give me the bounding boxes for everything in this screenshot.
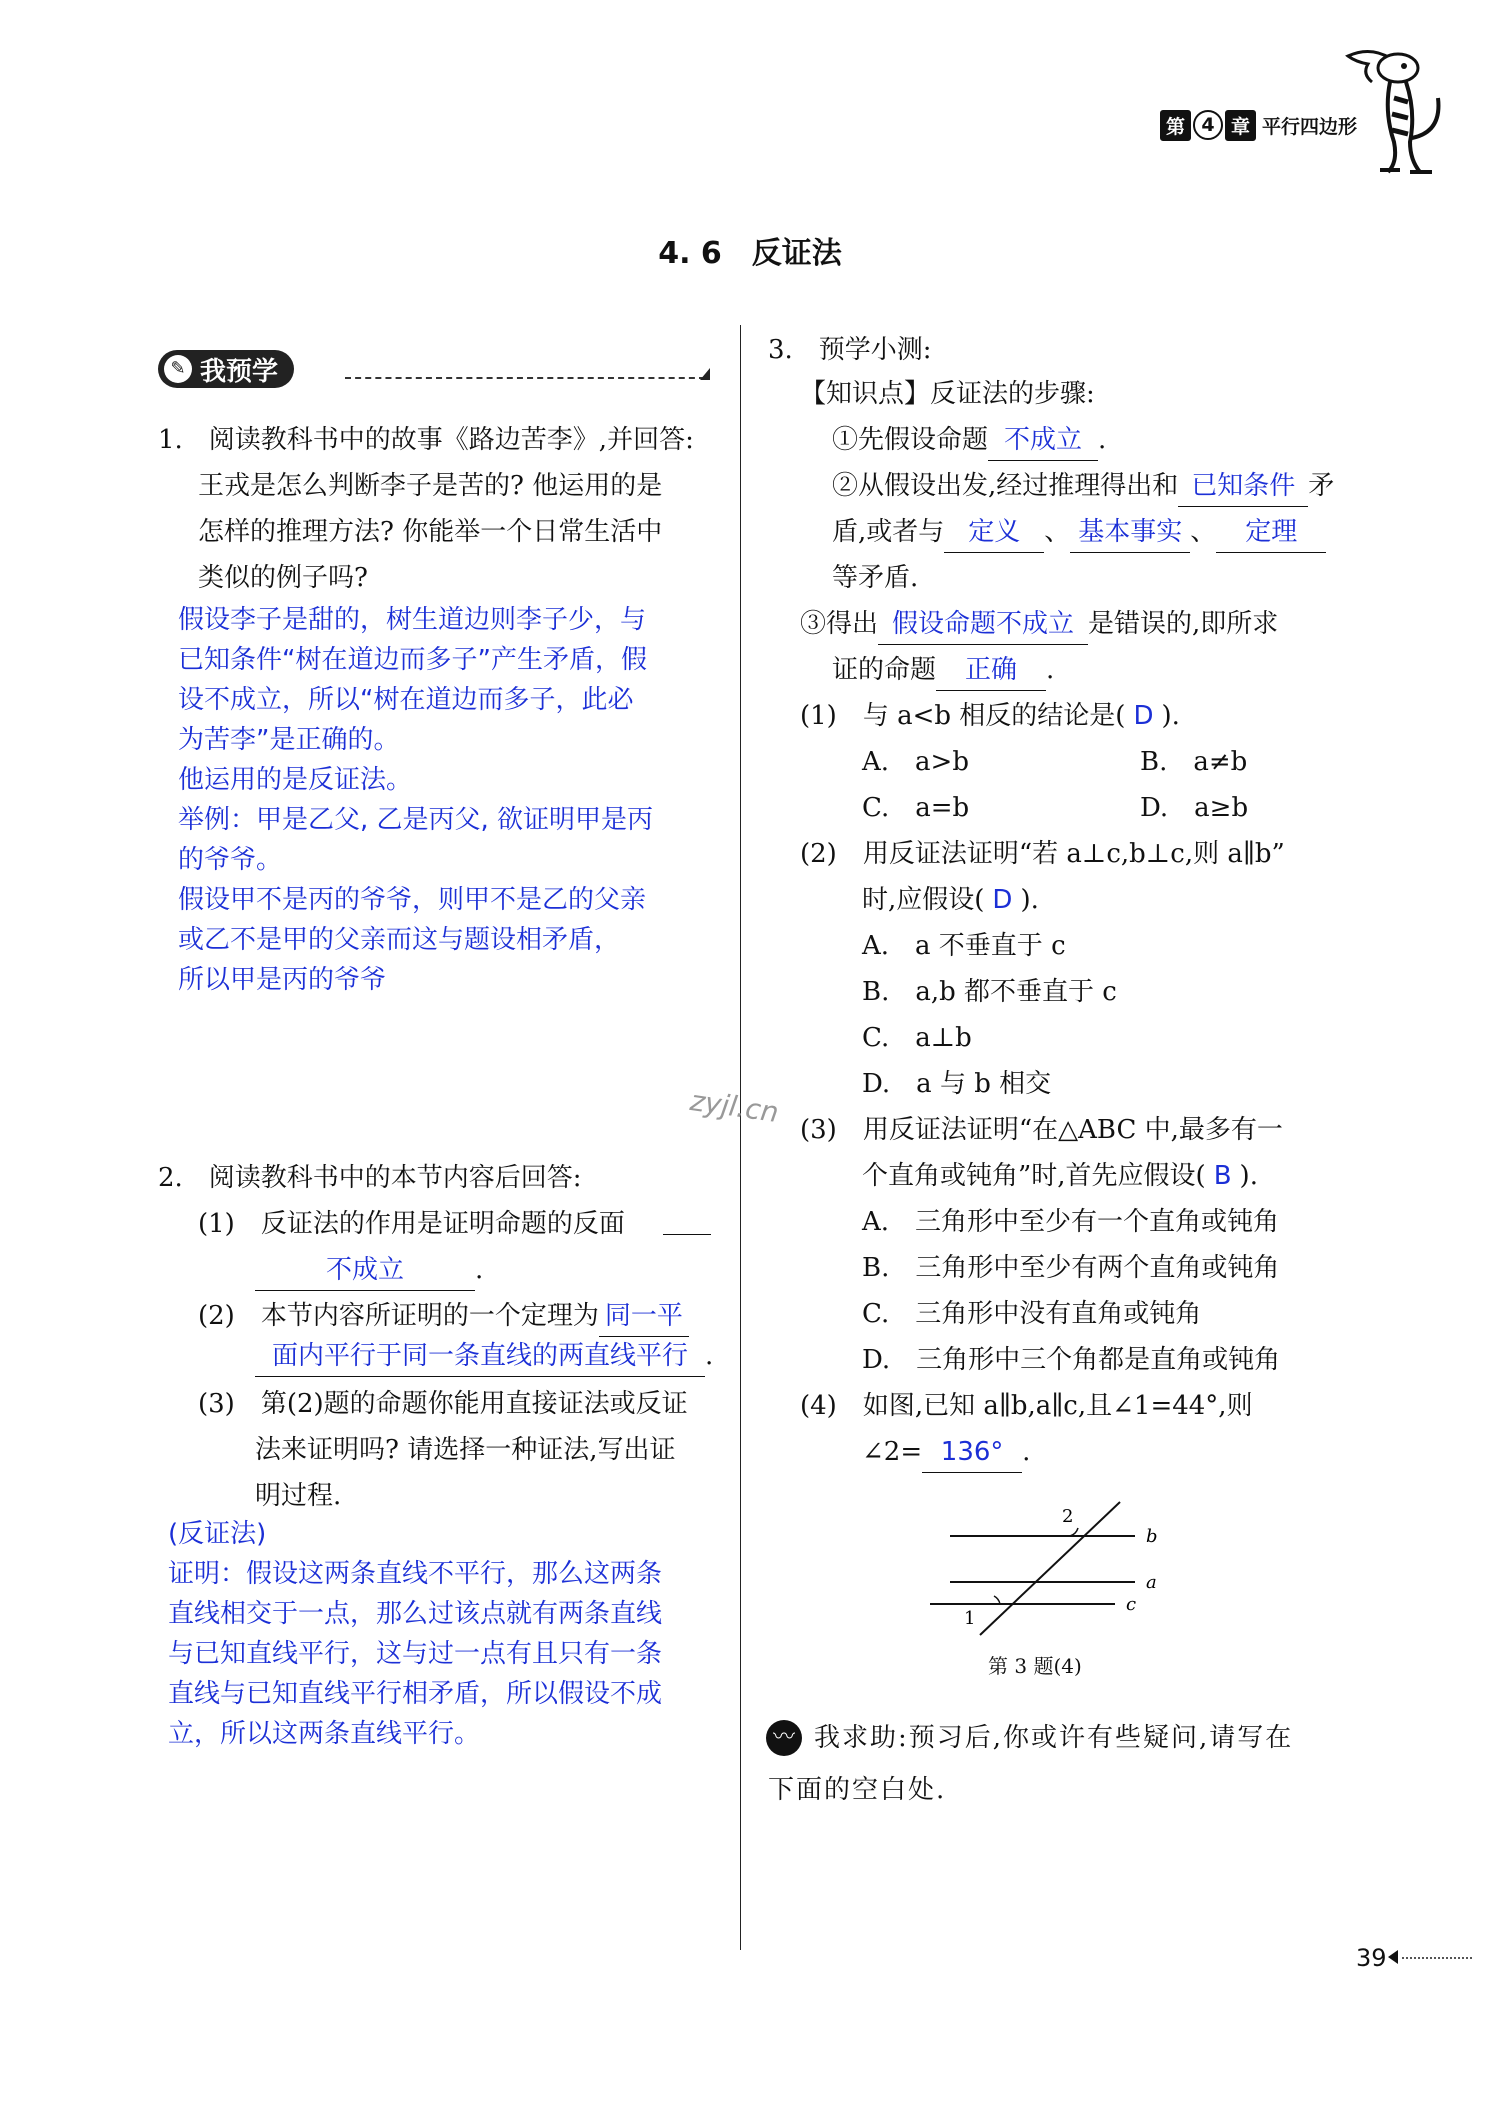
- q1-line-3: 怎样的推理方法? 你能举一个日常生活中: [198, 517, 663, 547]
- q3-intro: 3. 预学小测:: [768, 335, 932, 365]
- q3-sub1-close: ).: [1161, 701, 1180, 731]
- q2-answer-line: 立，所以这两条直线平行。: [168, 1719, 481, 1749]
- q3-knowledge-point: 【知识点】反证法的步骤:: [800, 379, 1095, 409]
- figure-caption: 第 3 题(4): [988, 1654, 1082, 1678]
- section-badge: [158, 350, 294, 388]
- help-line-2: 下面的空白处.: [768, 1775, 947, 1805]
- q3-sub1-option-c[interactable]: C. a=b: [862, 793, 970, 823]
- q1-answer-line: 的爷爷。: [178, 845, 283, 875]
- q1-answer-line: 所以甲是丙的爷爷: [178, 965, 387, 995]
- q2-p1-blank[interactable]: [255, 1250, 475, 1291]
- page-number-dots: [1402, 1957, 1472, 1959]
- label-a: a: [1146, 1572, 1157, 1593]
- section-divider: [345, 377, 705, 379]
- q3-sub3-option-b[interactable]: B. 三角形中至少有两个直角或钝角: [862, 1253, 1280, 1283]
- tiger-mascot-icon: [1320, 38, 1450, 178]
- q1-answer-line: 设不成立，所以“树在道边而多子，此必: [178, 685, 634, 715]
- section-icon: ✎: [164, 355, 192, 383]
- q3-sub4-text: (4) 如图,已知 a∥b,a∥c,且∠1=44°,则: [800, 1391, 1253, 1421]
- q3-sub2-answer: D: [992, 885, 1013, 915]
- q3-sub2-option-d[interactable]: D. a 与 b 相交: [862, 1069, 1052, 1099]
- q1-answer-line: 举例：甲是乙父, 乙是丙父, 欲证明甲是丙: [178, 805, 654, 835]
- q2-p1-text: (1) 反证法的作用是证明命题的反面: [198, 1209, 625, 1239]
- q3-step2-answer-theorem[interactable]: 定理: [1216, 512, 1326, 553]
- q3-sub4-text2: ∠2=: [862, 1437, 923, 1467]
- q3-sub4-close: .: [1022, 1437, 1031, 1467]
- q2-intro: 2. 阅读教科书中的本节内容后回答:: [158, 1163, 582, 1193]
- q2-p1-answer: 不成立: [325, 1255, 404, 1285]
- q3-sub2-option-a[interactable]: A. a 不垂直于 c: [862, 931, 1066, 961]
- q3-sub1-answer: D: [1133, 701, 1154, 731]
- label-1: 1: [964, 1608, 976, 1629]
- q1-answer-line: 或乙不是甲的父亲而这与题设相矛盾，: [178, 925, 621, 955]
- q3-step2-answer-definition[interactable]: 定义: [944, 512, 1044, 553]
- watermark: zyjl.cn: [688, 1083, 781, 1130]
- q3-step3-tail: 是错误的,即所求: [1088, 609, 1279, 639]
- q1-answer-line: 已知条件“树在道边而多子”产生矛盾，假: [178, 645, 647, 675]
- parallel-lines-figure: [920, 1490, 1180, 1650]
- q3-step2-line2: 盾,或者与: [832, 517, 945, 547]
- q3-step1-text: ①先假设命题: [832, 425, 989, 455]
- q1-line-1: 1. 阅读教科书中的故事《路边苦李》,并回答:: [158, 425, 694, 455]
- q1-answer-line: 假设甲不是丙的爷爷，则甲不是乙的父亲: [178, 885, 647, 915]
- help-line-1: 我求助:预习后,你或许有些疑问,请写在: [814, 1723, 1294, 1753]
- q3-step2-tail: 矛: [1308, 471, 1335, 501]
- page-number: 39: [1356, 1944, 1387, 1972]
- q3-sub4-answer[interactable]: 136°: [922, 1432, 1022, 1473]
- chapter-prefix: 第: [1160, 110, 1191, 141]
- q3-step3-line2: 证的命题: [832, 655, 937, 685]
- q3-sub3-text2: 个直角或钝角”时,首先应假设(: [862, 1161, 1206, 1191]
- q1-answer-line: 他运用的是反证法。: [178, 765, 413, 795]
- q3-sub3-text: (3) 用反证法证明“在△ABC 中,最多有一: [800, 1115, 1283, 1145]
- q2-answer-line: 证明：假设这两条直线不平行，那么这两条: [168, 1559, 663, 1589]
- q3-step2-answer[interactable]: 已知条件: [1178, 466, 1308, 507]
- q3-step1-answer[interactable]: 不成立: [988, 420, 1098, 461]
- q1-answer-line: 为苦李”是正确的。: [178, 725, 400, 755]
- q2-p2-text: (2) 本节内容所证明的一个定理为: [198, 1301, 599, 1331]
- q3-sub3-option-c[interactable]: C. 三角形中没有直角或钝角: [862, 1299, 1202, 1329]
- chapter-suffix: 章: [1225, 110, 1256, 141]
- q2-answer-line: 直线相交于一点，那么过该点就有两条直线: [168, 1599, 663, 1629]
- q2-p3-line-3: 明过程.: [255, 1481, 342, 1511]
- q3-sub3-option-a[interactable]: A. 三角形中至少有一个直角或钝角: [862, 1207, 1280, 1237]
- label-c: c: [1126, 1594, 1137, 1615]
- q3-step3-text: ③得出: [800, 609, 879, 639]
- chapter-title: 平行四边形: [1262, 115, 1358, 138]
- q1-line-2: 王戎是怎么判断李子是苦的? 他运用的是: [198, 471, 663, 501]
- q3-step2-answer-fact[interactable]: 基本事实: [1070, 512, 1190, 553]
- q3-step3-answer-2[interactable]: 正确: [936, 650, 1046, 691]
- page-title: 4. 6 反证法: [658, 236, 842, 271]
- q2-answer-line: (反证法): [168, 1519, 267, 1549]
- q2-p2-answer-1[interactable]: 同一平: [599, 1296, 689, 1337]
- page-arrow-icon: [1388, 1950, 1398, 1964]
- section-label: 我预学: [200, 356, 279, 387]
- label-2: 2: [1062, 1506, 1074, 1527]
- q3-sub2-option-c[interactable]: C. a⊥b: [862, 1023, 972, 1053]
- q2-answer-line: 直线与已知直线平行相矛盾，所以假设不成: [168, 1679, 663, 1709]
- q2-p3-line-1: (3) 第(2)题的命题你能用直接证法或反证: [198, 1389, 688, 1419]
- q3-step2-text: ②从假设出发,经过推理得出和: [832, 471, 1179, 501]
- help-wave-icon: 〰: [766, 1720, 802, 1756]
- q2-answer-line: 与已知直线平行，这与过一点有且只有一条: [168, 1639, 663, 1669]
- q3-sub2-close: ).: [1020, 885, 1039, 915]
- q3-sub2-text: (2) 用反证法证明“若 a⊥c,b⊥c,则 a∥b”: [800, 839, 1285, 869]
- angle-1-arc: [994, 1596, 1000, 1604]
- section-divider-end: [700, 368, 710, 380]
- q3-sub1-option-a[interactable]: A. a>b: [862, 747, 969, 777]
- column-divider: [740, 325, 741, 1950]
- q3-sub1-text: (1) 与 a<b 相反的结论是(: [800, 701, 1126, 731]
- q3-sub2-text2: 时,应假设(: [862, 885, 985, 915]
- q3-step2-line3: 等矛盾.: [832, 563, 919, 593]
- q2-p2-answer-2[interactable]: 面内平行于同一条直线的两直线平行: [255, 1336, 705, 1377]
- q3-sub1-option-b[interactable]: B. a≠b: [1140, 747, 1248, 777]
- chapter-number: 4: [1193, 110, 1223, 140]
- q3-sub1-option-d[interactable]: D. a≥b: [1140, 793, 1249, 823]
- q2-p1-blank-start: [663, 1234, 711, 1235]
- label-b: b: [1146, 1526, 1158, 1547]
- q3-step3-answer[interactable]: 假设命题不成立: [878, 604, 1088, 645]
- q2-p3-line-2: 法来证明吗? 请选择一种证法,写出证: [255, 1435, 676, 1465]
- q3-sub3-option-d[interactable]: D. 三角形中三个角都是直角或钝角: [862, 1345, 1281, 1375]
- q3-sub2-option-b[interactable]: B. a,b 都不垂直于 c: [862, 977, 1117, 1007]
- q1-line-4: 类似的例子吗?: [198, 563, 368, 593]
- q1-answer-line: 假设李子是甜的，树生道边则李子少，与: [178, 605, 647, 635]
- q3-sub3-close: ).: [1239, 1161, 1258, 1191]
- q3-sub3-answer: B: [1213, 1161, 1232, 1191]
- transversal: [980, 1502, 1120, 1635]
- angle-2-arc: [1070, 1528, 1078, 1536]
